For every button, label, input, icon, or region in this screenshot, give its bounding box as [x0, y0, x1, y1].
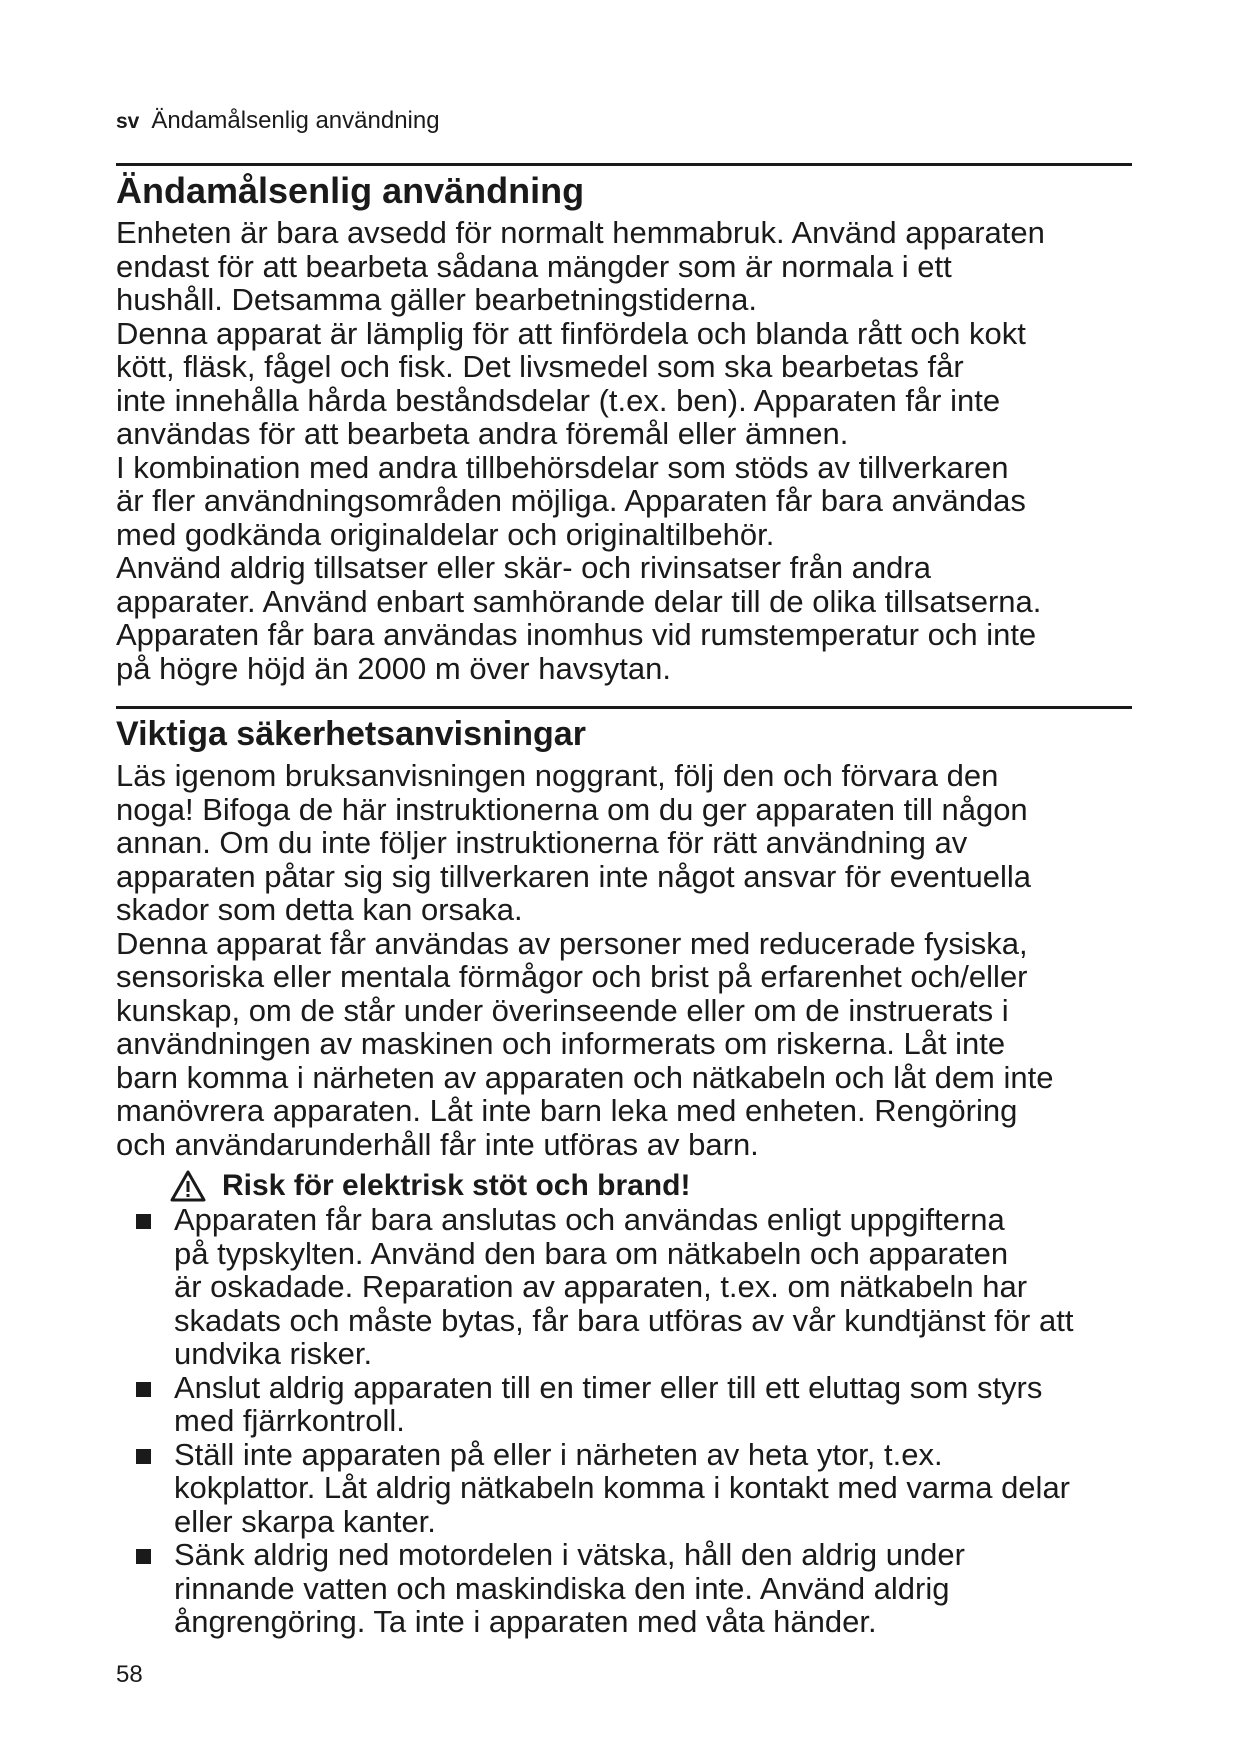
text-line: användningen av maskinen och informerats om riskerna. Låt inte [116, 1026, 1006, 1061]
text-line: skadats och måste bytas, får bara utföras av vår kundtjänst för att [174, 1302, 1074, 1338]
text-line: Denna apparat är lämplig för att finfördela och blanda rått och kokt [116, 315, 1026, 351]
text-line: inte innehålla hårda beståndsdelar (t.ex. ben). Apparaten får inte [116, 382, 1001, 418]
text-line: Använd aldrig tillsatser eller skär- och rivinsatser från andra [116, 550, 931, 585]
text-line: Apparaten får bara anslutas och användas enligt uppgifterna [174, 1202, 1005, 1237]
warning-heading [170, 1168, 690, 1204]
text-line: undvika risker. [174, 1336, 373, 1371]
text-line: barn komma i närheten av apparaten och nätkabeln och låt dem inte [116, 1059, 1054, 1095]
text-line: Läs igenom bruksanvisningen noggrant, följ den och förvara den [116, 758, 999, 793]
text-line: noga! Bifoga de här instruktionerna om du ger apparaten till någon [116, 791, 1028, 827]
intended-use-body [116, 216, 1132, 685]
text-line: med fjärrkontroll. [174, 1403, 405, 1438]
text-line: apparater. Använd enbart samhörande delar till de olika tillsatserna. [116, 583, 1042, 619]
bullet-square-icon [136, 1382, 151, 1397]
text-line: rinnande vatten och maskindiska den inte. Använd aldrig [174, 1570, 950, 1606]
text-line: Enheten är bara avsedd för normalt hemmabruk. Använd apparaten [116, 215, 1045, 250]
section-divider [116, 706, 1132, 709]
list-item [147, 1371, 1132, 1438]
text-line: är fler användningsområden möjliga. Apparaten får bara användas [116, 483, 1026, 518]
list-item [147, 1203, 1132, 1371]
text-line: Denna apparat får användas av personer med reducerade fysiska, [116, 925, 1028, 961]
text-line: ångrengöring. Ta inte i apparaten med våta händer. [174, 1604, 877, 1639]
section-divider [116, 163, 1132, 166]
document-page [116, 0, 1132, 1754]
text-line: eller skarpa kanter. [174, 1503, 436, 1539]
safety-body [116, 759, 1132, 1161]
bullet-square-icon [136, 1549, 151, 1564]
text-line: på typskylten. Använd den bara om nätkabeln och apparaten [174, 1235, 1009, 1271]
text-line: manövrera apparaten. Låt inte barn leka med enheten. Rengöring [116, 1093, 1018, 1128]
bullet-square-icon [136, 1214, 151, 1229]
text-line: med godkända originaldelar och originaltilbehör. [116, 516, 775, 552]
text-line: annan. Om du inte följer instruktionerna för rätt användning av [116, 825, 968, 860]
warning-bullet-list [147, 1203, 1132, 1639]
text-line: kokplattor. Låt aldrig nätkabeln komma i kontakt med varma delar [174, 1470, 1071, 1505]
section-heading-safety: Viktiga säkerhetsanvisningar [116, 715, 586, 753]
text-line: I kombination med andra tillbehörsdelar som stöds av tillverkaren [116, 449, 1009, 485]
text-line: Apparaten får bara användas inomhus vid rumstemperatur och inte [116, 617, 1037, 652]
text-line: Ställ inte apparaten på eller i närheten av heta ytor, t.ex. [174, 1436, 943, 1472]
text-line: kunskap, om de står under överinseende eller om de instruerats i [116, 992, 1009, 1028]
text-line: kött, fläsk, fågel och fisk. Det livsmedel som ska bearbetas får [116, 349, 964, 384]
list-item [147, 1538, 1132, 1639]
text-line: Sänk aldrig ned motordelen i vätska, håll den aldrig under [174, 1537, 965, 1572]
text-line: endast för att bearbeta sådana mängder som är normala i ett [116, 248, 952, 284]
text-line: på högre höjd än 2000 m över havsytan. [116, 650, 671, 686]
warning-title: Risk för elektrisk stöt och brand! [222, 1169, 691, 1202]
bullet-square-icon [136, 1449, 151, 1464]
text-line: Anslut aldrig apparaten till en timer eller till ett eluttag som styrs [174, 1369, 1043, 1405]
page-number: 58 [116, 1661, 143, 1688]
header-title: Ändamålsenlig användning [151, 107, 440, 134]
text-line: apparaten påtar sig sig tillverkaren inte något ansvar för eventuella [116, 858, 1032, 894]
text-line: skador som detta kan orsaka. [116, 892, 523, 927]
text-line: sensoriska eller mentala förmågor och brist på erfarenhet och/eller [116, 959, 1028, 994]
warning-triangle-icon [170, 1170, 206, 1202]
text-line: användas för att bearbeta andra föremål eller ämnen. [116, 416, 849, 451]
list-item [147, 1438, 1132, 1539]
language-code: sv [116, 110, 140, 133]
section-heading-intended-use: Ändamålsenlig användning [116, 170, 585, 211]
text-line: hushåll. Detsamma gäller bearbetningstiderna. [116, 282, 758, 317]
text-line: och användarunderhåll får inte utföras av barn. [116, 1126, 759, 1162]
text-line: är oskadade. Reparation av apparaten, t.ex. om nätkabeln har [174, 1269, 1028, 1304]
running-header [116, 106, 440, 137]
